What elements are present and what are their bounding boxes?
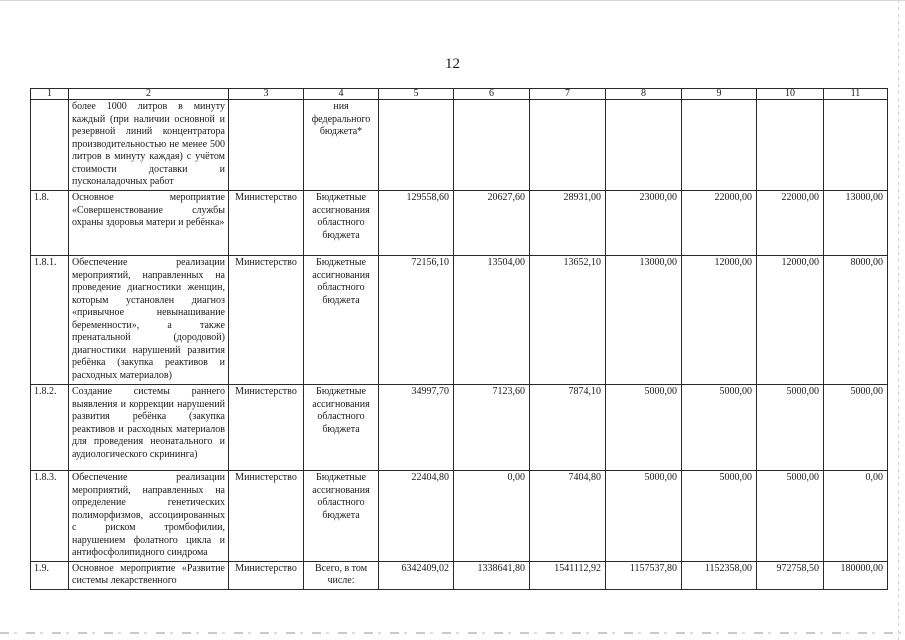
value-col7: 1541112,92 bbox=[530, 561, 606, 589]
value-col11: 8000,00 bbox=[824, 256, 888, 385]
executor bbox=[229, 100, 304, 191]
table-row bbox=[31, 471, 888, 562]
value-col7 bbox=[530, 100, 606, 191]
value-col7: 13652,10 bbox=[530, 256, 606, 385]
value-col10: 972758,50 bbox=[757, 561, 824, 589]
value-col8: 13000,00 bbox=[606, 256, 682, 385]
header-cell: 9 bbox=[682, 89, 757, 100]
funding-source: Бюджетные ассигнования областного бюджета bbox=[304, 191, 379, 256]
value-col8: 5000,00 bbox=[606, 471, 682, 562]
value-col7: 7874,10 bbox=[530, 385, 606, 471]
funding-source: Всего, в том числе: bbox=[304, 561, 379, 589]
header-cell: 10 bbox=[757, 89, 824, 100]
value-col6: 7123,60 bbox=[454, 385, 530, 471]
value-col6: 13504,00 bbox=[454, 256, 530, 385]
header-cell: 1 bbox=[31, 89, 69, 100]
value-col7: 28931,00 bbox=[530, 191, 606, 256]
value-col6 bbox=[454, 100, 530, 191]
value-col10: 5000,00 bbox=[757, 471, 824, 562]
header-cell: 2 bbox=[69, 89, 229, 100]
value-col11: 5000,00 bbox=[824, 385, 888, 471]
value-col9: 22000,00 bbox=[682, 191, 757, 256]
value-col10: 12000,00 bbox=[757, 256, 824, 385]
value-col9: 1152358,00 bbox=[682, 561, 757, 589]
executor: Министерство bbox=[229, 561, 304, 589]
header-cell: 7 bbox=[530, 89, 606, 100]
value-col8: 1157537,80 bbox=[606, 561, 682, 589]
measure-name: Основное мероприятие «Совершенствование службы охраны здоровья матери и ребёнка» bbox=[69, 191, 229, 256]
funding-source: Бюджетные ассигнования областного бюджета bbox=[304, 385, 379, 471]
table-row bbox=[31, 385, 888, 471]
row-number bbox=[31, 100, 69, 191]
row-number: 1.9. bbox=[31, 561, 69, 589]
header-cell: 6 bbox=[454, 89, 530, 100]
value-total: 22404,80 bbox=[379, 471, 454, 562]
funding-source: Бюджетные ассигнования областного бюджета bbox=[304, 256, 379, 385]
value-total bbox=[379, 100, 454, 191]
page-edge-top bbox=[0, 0, 905, 1]
value-col10: 5000,00 bbox=[757, 385, 824, 471]
value-col11: 180000,00 bbox=[824, 561, 888, 589]
value-col11: 13000,00 bbox=[824, 191, 888, 256]
value-col8: 5000,00 bbox=[606, 385, 682, 471]
executor: Министерство bbox=[229, 256, 304, 385]
funding-source: ния федерального бюджета* bbox=[304, 100, 379, 191]
value-col9: 5000,00 bbox=[682, 385, 757, 471]
value-col10: 22000,00 bbox=[757, 191, 824, 256]
executor: Министерство bbox=[229, 385, 304, 471]
value-col10 bbox=[757, 100, 824, 191]
value-total: 72156,10 bbox=[379, 256, 454, 385]
header-cell: 8 bbox=[606, 89, 682, 100]
row-number: 1.8. bbox=[31, 191, 69, 256]
header-cell: 5 bbox=[379, 89, 454, 100]
value-col8 bbox=[606, 100, 682, 191]
header-cell: 4 bbox=[304, 89, 379, 100]
value-col9 bbox=[682, 100, 757, 191]
measure-name: Обеспечение реализации мероприятий, направленных на проведение диагностики женщин, которым установлен диагноз «привычное невынашивание беременности», а также пренатальной (дородовой) диагностики нарушений развития ребёнка (закупка реактивов и расходных материалов) bbox=[69, 256, 229, 385]
measure-name: Создание системы раннего выявления и коррекции нарушений развития ребёнка (закупка реактивов и расходных материалов для проведения неонатального и аудиологического скрининга) bbox=[69, 385, 229, 471]
row-number: 1.8.2. bbox=[31, 385, 69, 471]
value-total: 34997,70 bbox=[379, 385, 454, 471]
page-edge-right bbox=[898, 0, 899, 640]
scan-noise-line bbox=[0, 632, 905, 634]
measure-name: более 1000 литров в минуту каждый (при наличии основной и резервной линий концентратора производительностью не менее 500 литров в минуту каждая) с учётом стоимости доставки и пусконаладочных работ bbox=[69, 100, 229, 191]
value-col6: 0,00 bbox=[454, 471, 530, 562]
table-row bbox=[31, 256, 888, 385]
value-col11 bbox=[824, 100, 888, 191]
value-col8: 23000,00 bbox=[606, 191, 682, 256]
measure-name: Основное мероприятие «Развитие системы лекарственного bbox=[69, 561, 229, 589]
table-row bbox=[31, 561, 888, 589]
row-number: 1.8.3. bbox=[31, 471, 69, 562]
funding-source: Бюджетные ассигнования областного бюджета bbox=[304, 471, 379, 562]
value-col6: 1338641,80 bbox=[454, 561, 530, 589]
budget-table bbox=[30, 88, 888, 590]
header-cell: 11 bbox=[824, 89, 888, 100]
value-total: 129558,60 bbox=[379, 191, 454, 256]
row-number: 1.8.1. bbox=[31, 256, 69, 385]
value-col11: 0,00 bbox=[824, 471, 888, 562]
value-col9: 12000,00 bbox=[682, 256, 757, 385]
executor: Министерство bbox=[229, 191, 304, 256]
table-row bbox=[31, 100, 888, 191]
header-cell: 3 bbox=[229, 89, 304, 100]
value-col9: 5000,00 bbox=[682, 471, 757, 562]
page-number: 12 bbox=[445, 56, 460, 72]
table-row bbox=[31, 191, 888, 256]
value-col7: 7404,80 bbox=[530, 471, 606, 562]
value-total: 6342409,02 bbox=[379, 561, 454, 589]
measure-name: Обеспечение реализации мероприятий, направленных на определение генетических полиморфизмов, ассоциированных с риском тромбофилии, нарушением фолатного цикла и антифосфолипидного синдрома bbox=[69, 471, 229, 562]
value-col6: 20627,60 bbox=[454, 191, 530, 256]
table-header-row bbox=[31, 89, 888, 100]
executor: Министерство bbox=[229, 471, 304, 562]
